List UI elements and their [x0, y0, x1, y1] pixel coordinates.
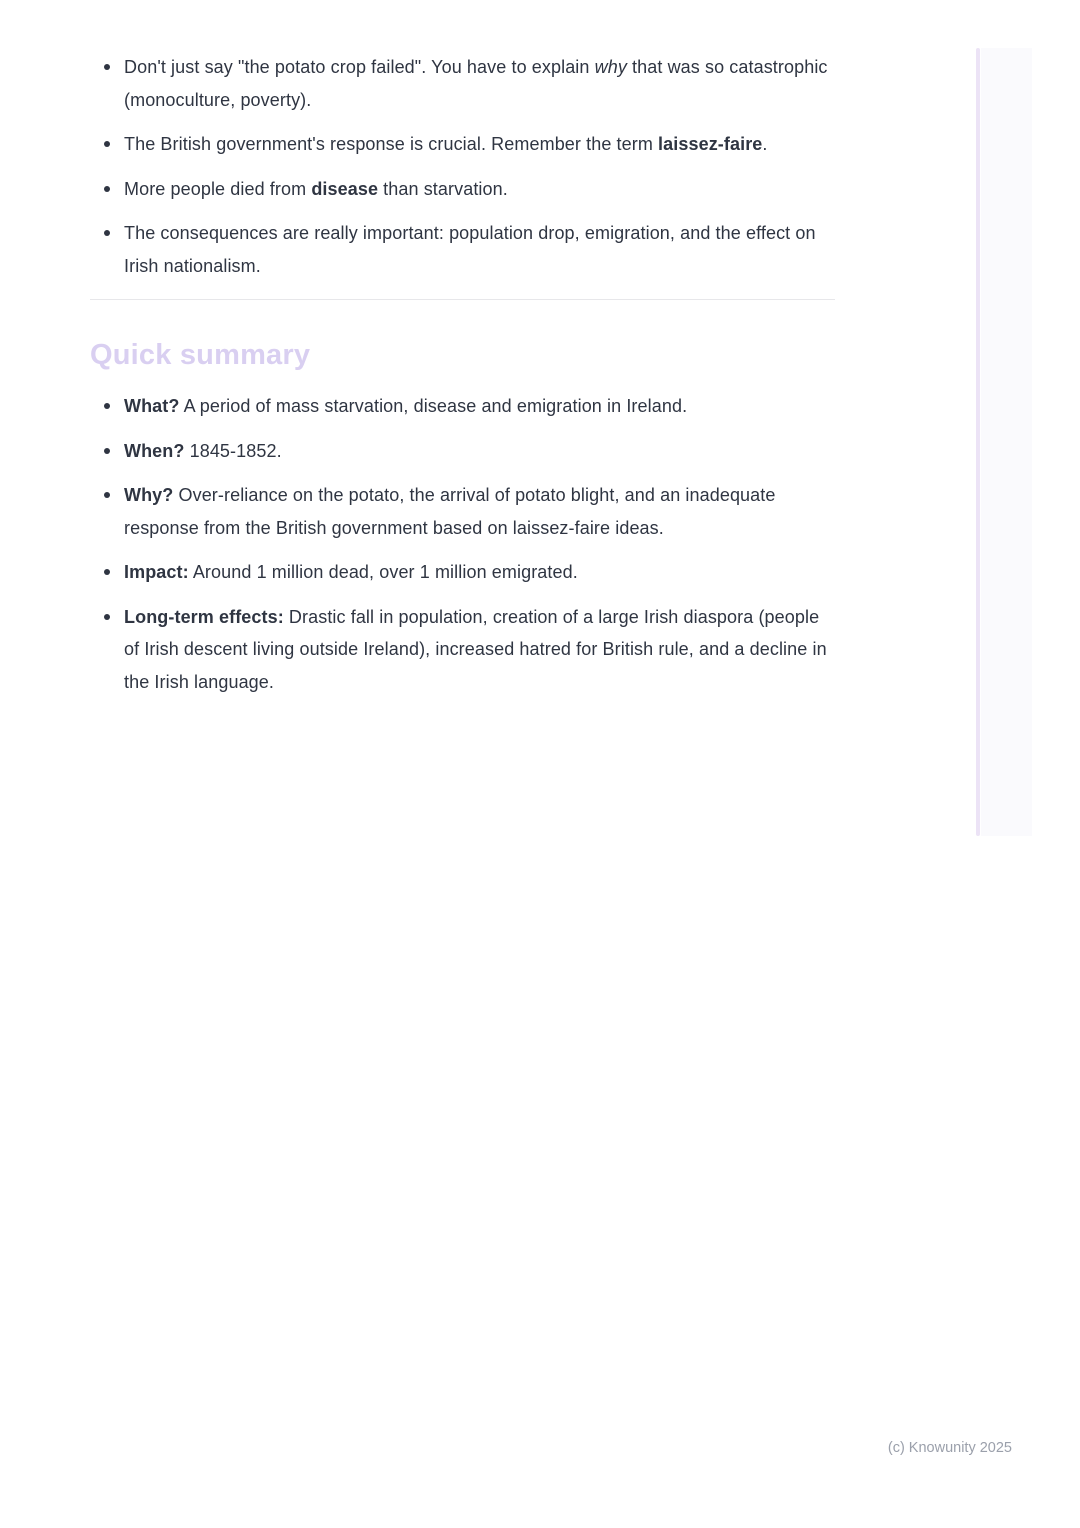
text-segment: 1845-1852. [184, 440, 282, 461]
text-segment: why [594, 57, 627, 77]
text-segment: than starvation. [378, 178, 508, 199]
quick-summary-list [90, 390, 835, 698]
list-item [90, 601, 835, 699]
text-segment: The consequences are really important: population drop, emigration, and the effect on Irish nationalism. [124, 223, 816, 276]
right-side-panel [981, 48, 1032, 836]
text-segment: laissez-faire [658, 134, 763, 154]
right-accent-line [976, 48, 980, 836]
list-item [90, 556, 835, 589]
text-segment: More people died from [124, 178, 312, 199]
text-segment: Why? [124, 485, 174, 505]
text-segment: Around 1 million dead, over 1 million emigrated. [188, 562, 578, 582]
text-segment: The British government's response is crucial. Remember the term [124, 134, 659, 154]
text-segment: . [762, 134, 768, 154]
exam-tips-list [90, 51, 835, 282]
text-segment: When? [124, 440, 185, 461]
text-segment: What? [124, 396, 180, 416]
text-segment: disease [311, 178, 379, 199]
list-item [90, 173, 835, 206]
text-segment: A period of mass starvation, disease and emigration in Ireland. [179, 396, 688, 416]
text-segment: Long-term effects: [124, 606, 284, 627]
text-segment: Impact: [124, 562, 189, 582]
list-item [90, 217, 835, 282]
text-segment: that was so catastrophic (monoculture, poverty). [124, 57, 828, 110]
quick-summary-heading: Quick summary [90, 339, 311, 371]
text-segment: Drastic fall in population, creation of a large Irish diaspora (people of Irish descent living outside Ireland), increased hatred for British rule, and a decline in the Irish language. [124, 606, 827, 692]
list-item [90, 479, 835, 544]
text-segment: Over-reliance on the potato, the arrival of potato blight, and an inadequate response from the British government based on laissez-faire ideas. [124, 485, 776, 538]
copyright-notice: (c) Knowunity 2025 [887, 1440, 1012, 1456]
list-item [90, 390, 835, 423]
section-divider [90, 299, 835, 300]
list-item [90, 128, 835, 161]
list-item [90, 435, 835, 468]
page-content [90, 51, 835, 710]
list-item [90, 51, 835, 116]
text-segment: Don't just say "the potato crop failed". You have to explain [124, 57, 595, 77]
